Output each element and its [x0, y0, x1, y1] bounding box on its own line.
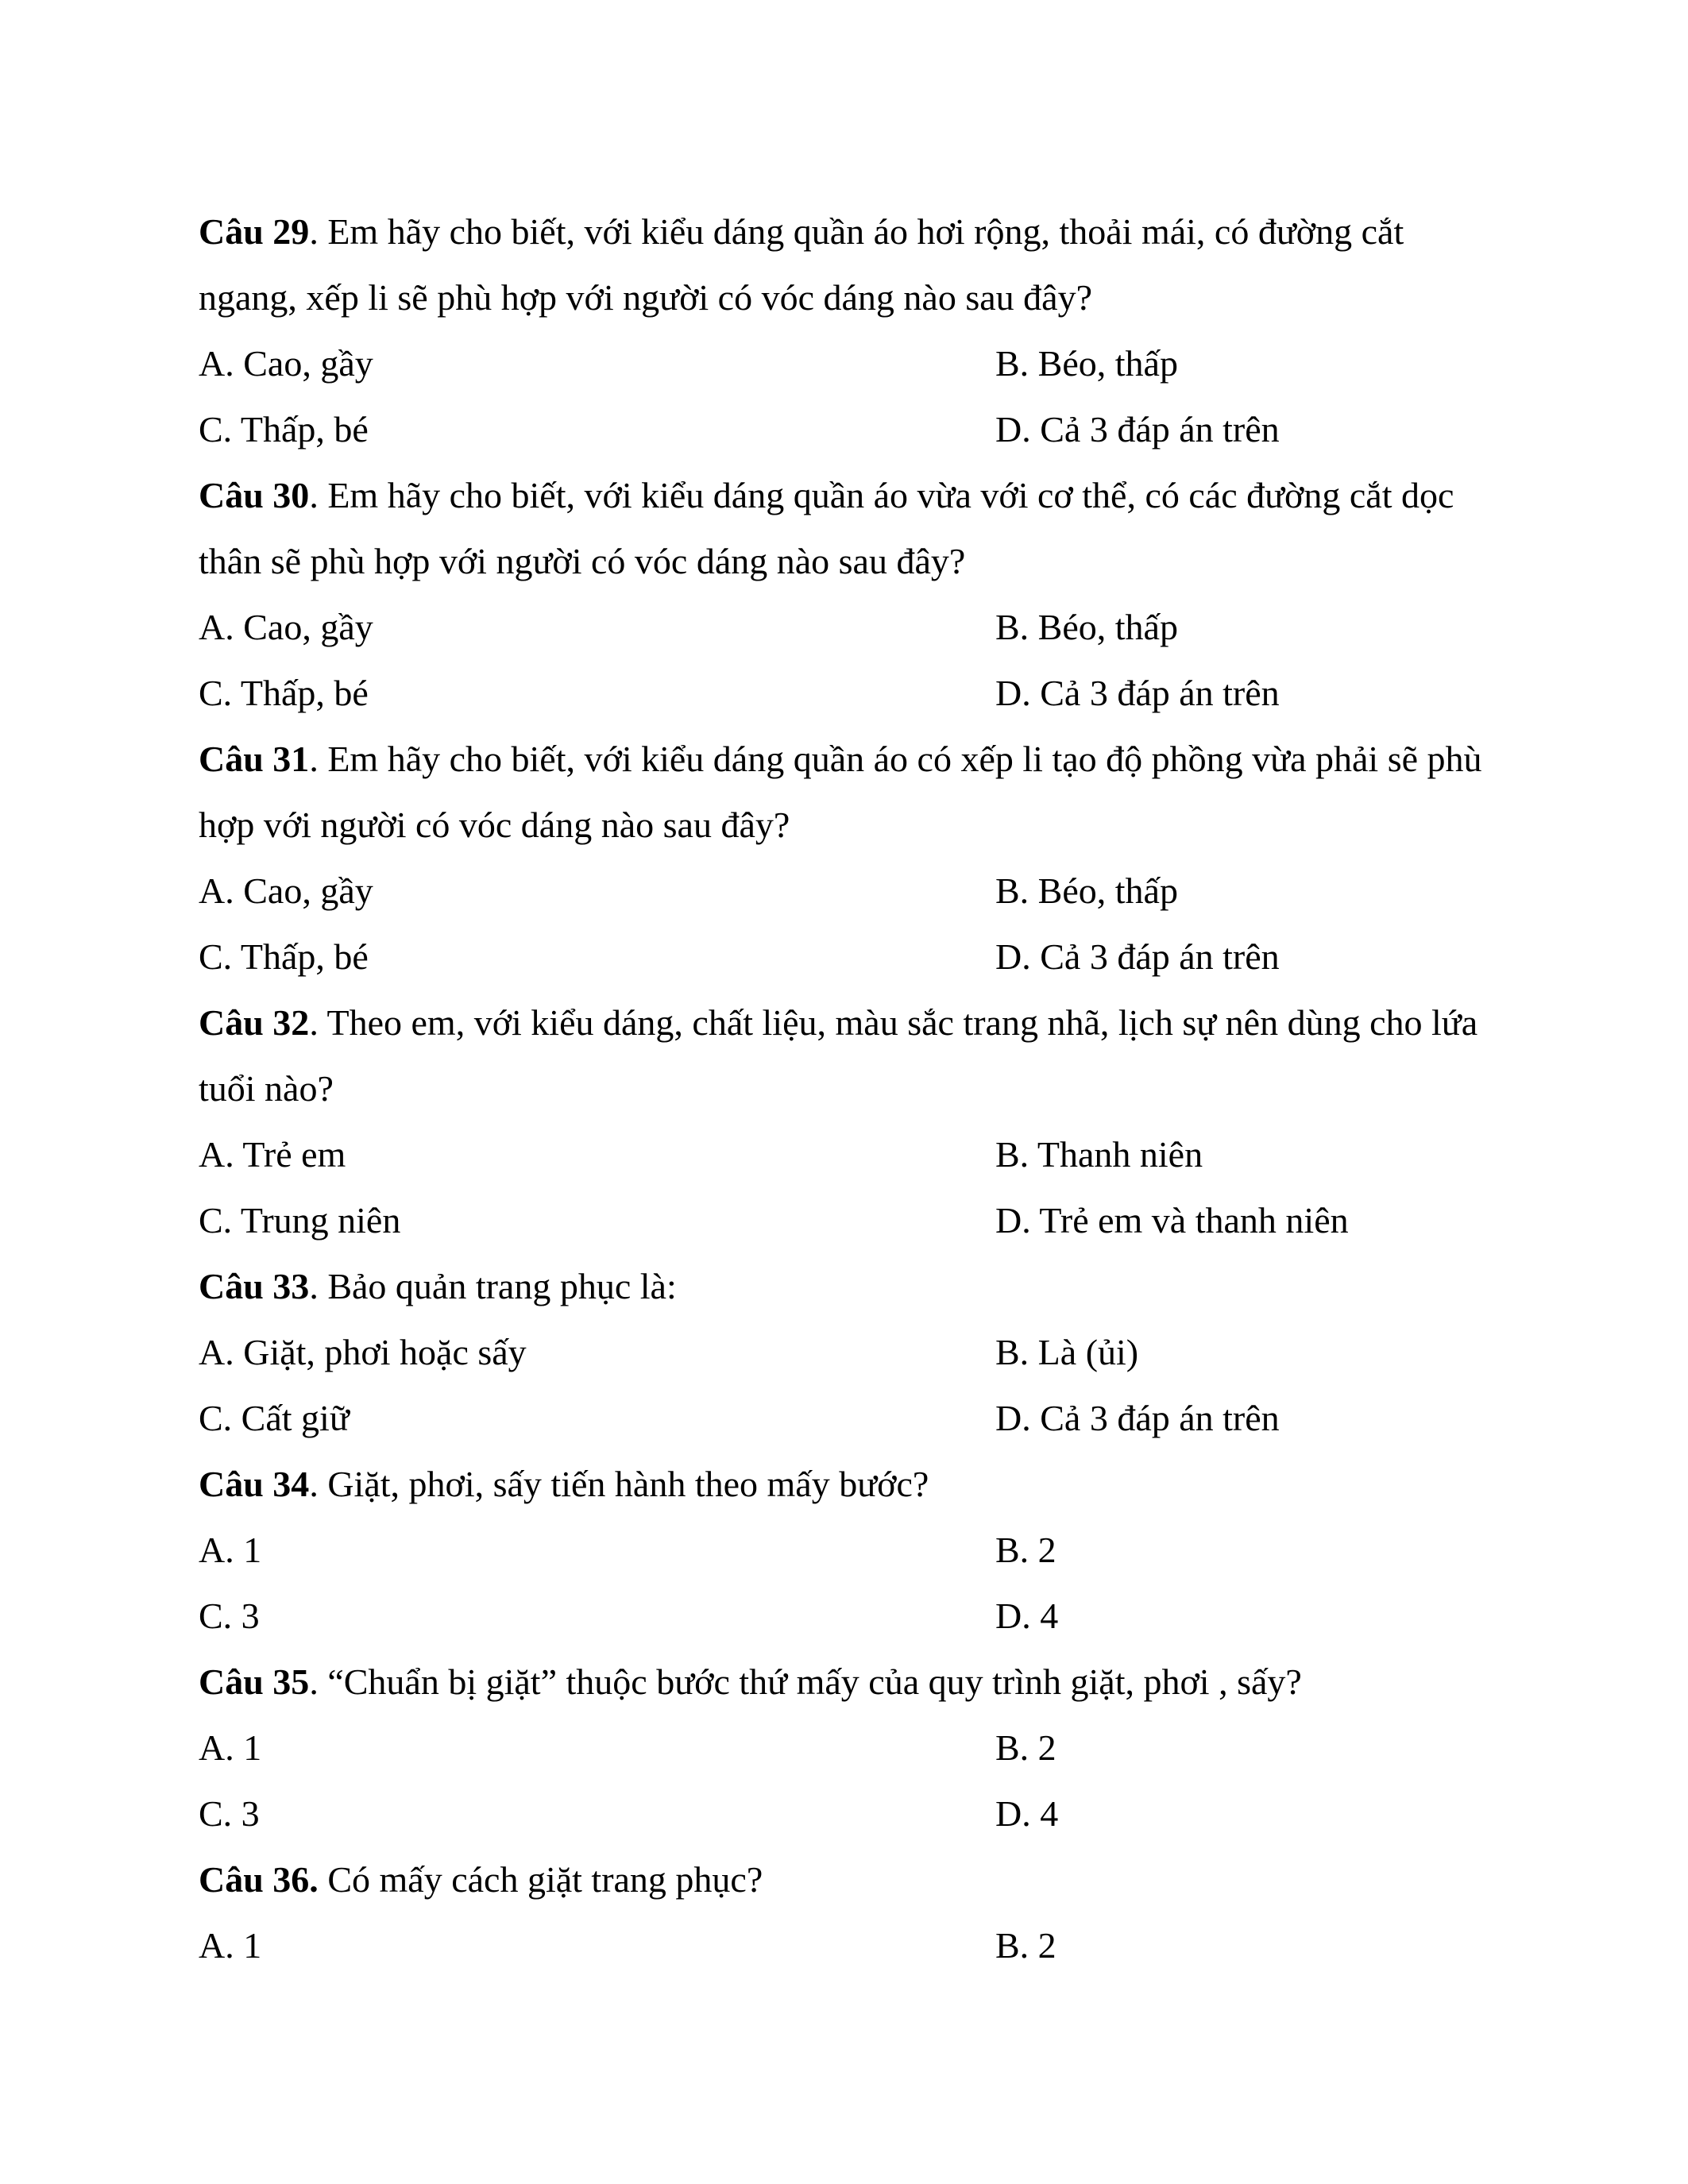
option-cau-33-a: A. Giặt, phơi hoặc sấy	[199, 1332, 527, 1372]
option-cau-33-c: C. Cất giữ	[199, 1398, 350, 1438]
option-row	[199, 396, 1497, 462]
question-block-cau-35	[199, 1649, 1497, 1846]
option-cau-35-c: C. 3	[199, 1793, 260, 1834]
question-text-cau-32: Câu 32. Theo em, với kiểu dáng, chất liệu, màu sắc trang nhã, lịch sự nên dùng cho lứa tuổi nào?	[199, 1002, 1478, 1109]
option-cau-30-d: D. Cả 3 đáp án trên	[995, 673, 1280, 713]
option-cau-32-a: A. Trẻ em	[199, 1134, 346, 1175]
question-text-cau-33: Câu 33. Bảo quản trang phục là:	[199, 1266, 677, 1306]
question-text-cau-31: Câu 31. Em hãy cho biết, với kiểu dáng quần áo có xếp li tạo độ phồng vừa phải sẽ phù hợp với người có vóc dáng nào sau đây?	[199, 739, 1482, 845]
option-cau-31-c: C. Thấp, bé	[199, 936, 369, 977]
question-text-cau-29: Câu 29. Em hãy cho biết, với kiểu dáng quần áo hơi rộng, thoải mái, có đường cắt ngang, xếp li sẽ phù hợp với người có vóc dáng nào sau đây?	[199, 211, 1404, 318]
option-cau-30-b: B. Béo, thấp	[995, 607, 1178, 647]
option-row	[199, 1517, 1497, 1583]
question-block-cau-33	[199, 1253, 1497, 1451]
option-cau-29-d: D. Cả 3 đáp án trên	[995, 409, 1280, 450]
question-number-cau-30: Câu 30	[199, 475, 310, 515]
question-number-cau-34: Câu 34	[199, 1464, 310, 1504]
question-number-cau-29: Câu 29	[199, 211, 310, 252]
question-number-cau-31: Câu 31	[199, 739, 310, 779]
option-cau-34-c: C. 3	[199, 1596, 260, 1636]
option-cau-34-d: D. 4	[995, 1596, 1059, 1636]
question-block-cau-34	[199, 1451, 1497, 1649]
question-text-cau-35: Câu 35. “Chuẩn bị giặt” thuộc bước thứ mấy của quy trình giặt, phơi , sấy?	[199, 1661, 1302, 1702]
option-row	[199, 858, 1497, 924]
option-cau-35-d: D. 4	[995, 1793, 1059, 1834]
question-block-cau-30	[199, 462, 1497, 726]
option-cau-35-a: A. 1	[199, 1727, 262, 1768]
option-cau-34-b: B. 2	[995, 1530, 1056, 1570]
question-text-cau-34: Câu 34. Giặt, phơi, sấy tiến hành theo mấy bước?	[199, 1464, 929, 1504]
option-row	[199, 330, 1497, 396]
question-text-cau-30: Câu 30. Em hãy cho biết, với kiểu dáng quần áo vừa với cơ thể, có các đường cắt dọc thân sẽ phù hợp với người có vóc dáng nào sau đây?	[199, 475, 1454, 581]
option-row	[199, 1715, 1497, 1781]
option-cau-30-c: C. Thấp, bé	[199, 673, 369, 713]
option-cau-32-d: D. Trẻ em và thanh niên	[995, 1200, 1349, 1241]
option-row	[199, 1319, 1497, 1385]
option-cau-35-b: B. 2	[995, 1727, 1056, 1768]
option-row	[199, 660, 1497, 726]
option-row	[199, 1121, 1497, 1187]
question-block-cau-32	[199, 990, 1497, 1253]
option-cau-29-c: C. Thấp, bé	[199, 409, 369, 450]
option-cau-31-b: B. Béo, thấp	[995, 870, 1178, 911]
option-row	[199, 594, 1497, 660]
option-cau-29-b: B. Béo, thấp	[995, 343, 1178, 384]
option-cau-34-a: A. 1	[199, 1530, 262, 1570]
question-block-cau-29	[199, 199, 1497, 462]
option-cau-32-c: C. Trung niên	[199, 1200, 401, 1241]
option-cau-36-a: A. 1	[199, 1925, 262, 1966]
option-cau-33-d: D. Cả 3 đáp án trên	[995, 1398, 1280, 1438]
option-cau-29-a: A. Cao, gầy	[199, 343, 373, 384]
question-block-cau-36	[199, 1846, 1497, 1978]
option-row	[199, 1781, 1497, 1846]
option-row	[199, 924, 1497, 990]
option-row	[199, 1912, 1497, 1978]
option-row	[199, 1187, 1497, 1253]
question-number-cau-32: Câu 32	[199, 1002, 310, 1043]
option-cau-36-b: B. 2	[995, 1925, 1056, 1966]
option-cau-33-b: B. Là (ủi)	[995, 1332, 1139, 1372]
option-cau-31-a: A. Cao, gầy	[199, 870, 373, 911]
question-text-cau-36: Câu 36. Có mấy cách giặt trang phục?	[199, 1859, 763, 1900]
option-cau-32-b: B. Thanh niên	[995, 1134, 1203, 1175]
question-block-cau-31	[199, 726, 1497, 990]
question-number-cau-35: Câu 35	[199, 1661, 310, 1702]
question-number-cau-33: Câu 33	[199, 1266, 310, 1306]
option-row	[199, 1385, 1497, 1451]
option-cau-31-d: D. Cả 3 đáp án trên	[995, 936, 1280, 977]
option-cau-30-a: A. Cao, gầy	[199, 607, 373, 647]
question-number-cau-36: Câu 36.	[199, 1859, 319, 1900]
option-row	[199, 1583, 1497, 1649]
